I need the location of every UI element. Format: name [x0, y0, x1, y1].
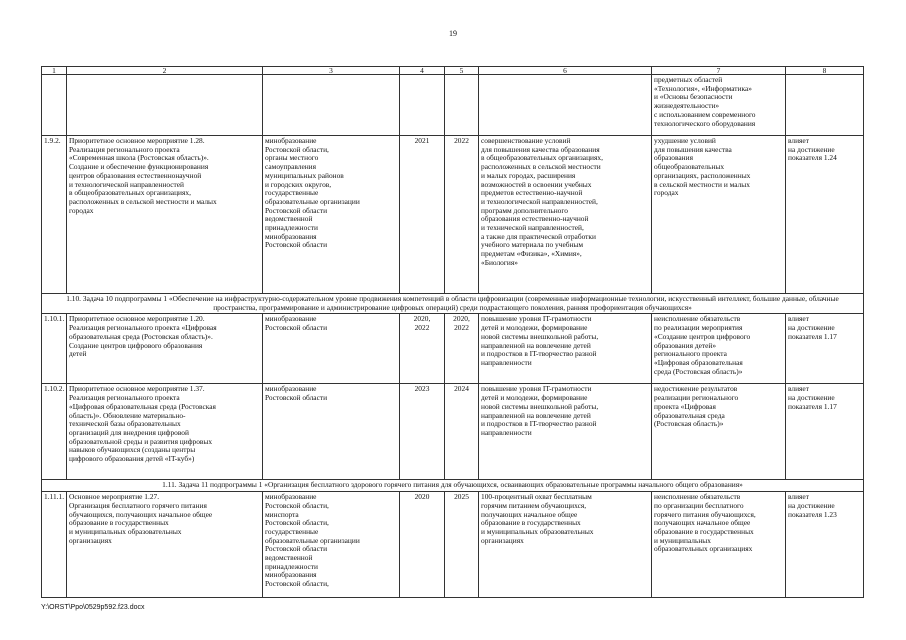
- start-year: 2020, 2022: [400, 314, 445, 384]
- executor: минобразование Ростовской области, органы местного самоуправления муниципальных районов и городских округов, государственные образовательные организации Ростовской области ведомственной принадлежности минобразования Ростовской области: [263, 136, 400, 294]
- document-path: Y:\ORST\Ppo\0529p592.f23.docx: [41, 604, 145, 611]
- task-10-heading: 1.10. Задача 10 подпрограммы 1 «Обеспечение на инфраструктурно-содержательном уровне продвижения компетенций в области цифровизации (современные информационные технологии, искусственный интеллект, большие данные, облачные пространства, программирование и администрирование цифровых операций) среди подрастающего поколения, ранняя профориентация обучающихся»: [42, 294, 864, 314]
- table-row: [42, 492, 864, 598]
- table-cell: [445, 75, 479, 136]
- expected-result: 100-процентный охват бесплатным горячим питанием обучающихся, получающих начальное общее образование в государственных и муниципальных образовательных организациях: [479, 492, 652, 598]
- end-year: 2020, 2022: [445, 314, 479, 384]
- indicator-link: влияет на достижение показателя 1.24: [786, 136, 864, 294]
- measures-table: [41, 66, 864, 598]
- table-cell: [67, 75, 263, 136]
- measure-name: Приоритетное основное мероприятие 1.37. Реализация регионального проекта «Цифровая образовательная среда (Ростовская область)». Обновление материально- технической базы образовательных организаций для внедрения цифровой образовательной среды и развития цифровых навыков обучающихся (созданы центры цифрового образования детей «IT-куб»): [67, 384, 263, 480]
- consequence: неисполнение обязательств по реализации мероприятия «Создание центров цифрового образования детей» регионального проекта «Цифровая образовательная среда (Ростовская область)»: [652, 314, 786, 384]
- table-cell: [400, 75, 445, 136]
- consequence: неисполнение обязательств по организации бесплатного горячего питания обучающихся, получающих начальное общее образование в государственных и муниципальных образовательных организациях: [652, 492, 786, 598]
- continuation-row: [42, 75, 864, 136]
- column-header: 2: [67, 67, 263, 75]
- indicator-link: влияет на достижение показателя 1.17: [786, 384, 864, 480]
- column-header: 7: [652, 67, 786, 75]
- measure-name: Приоритетное основное мероприятие 1.28. Реализация регионального проекта «Современная школа (Ростовская область)». Создание и обеспечение функционирования центров образования естественнонаучной и технологической направленностей в общеобразовательных организациях, расположенных в сельской местности и малых городах: [67, 136, 263, 294]
- row-number: 1.10.1.: [42, 314, 67, 384]
- table-cell: [786, 75, 864, 136]
- expected-result: повышение уровня IT-грамотности детей и молодежи, формирование новой системы внешкольной работы, направленной на вовлечение детей и подростков в IT-творчество разной направленности: [479, 384, 652, 480]
- consequence: недостижение результатов реализации регионального проекта «Цифровая образовательная среда (Ростовская область)»: [652, 384, 786, 480]
- indicator-link: влияет на достижение показателя 1.17: [786, 314, 864, 384]
- end-year: 2024: [445, 384, 479, 480]
- consequence: ухудшение условий для повышения качества образования общеобразовательных организациях, расположенных в сельской местности и малых городах: [652, 136, 786, 294]
- start-year: 2021: [400, 136, 445, 294]
- table-cell: [42, 75, 67, 136]
- indicator-link: влияет на достижение показателя 1.23: [786, 492, 864, 598]
- column-header: 1: [42, 67, 67, 75]
- column-header: 5: [445, 67, 479, 75]
- end-year: 2022: [445, 136, 479, 294]
- row-number: 1.10.2.: [42, 384, 67, 480]
- end-year: 2025: [445, 492, 479, 598]
- row-number: 1.11.1.: [42, 492, 67, 598]
- column-header-row: [42, 67, 864, 75]
- column-header: 6: [479, 67, 652, 75]
- measure-name: Основное мероприятие 1.27. Организация бесплатного горячего питания обучающихся, получающих начальное общее образование в государственных и муниципальных образовательных организациях: [67, 492, 263, 598]
- table-row: [42, 384, 864, 480]
- expected-result: совершенствование условий для повышения качества образования в общеобразовательных организациях, расположенных в сельской местности и малых городах, расширения возможностей в освоении учебных предметов естественно-научной и технологической направленностей, программ дополнительного образования естественно-научной и технической направленностей, а также для практической отработки учебного материала по учебным предметам «Физика», «Химия», «Биология»: [479, 136, 652, 294]
- table-row: [42, 136, 864, 294]
- column-header: 8: [786, 67, 864, 75]
- page-number: 19: [449, 29, 457, 38]
- start-year: 2023: [400, 384, 445, 480]
- measure-name: Приоритетное основное мероприятие 1.20. Реализация регионального проекта «Цифровая образовательная среда (Ростовская область)». Создание центров цифрового образования детей: [67, 314, 263, 384]
- column-header: 4: [400, 67, 445, 75]
- table-row: [42, 314, 864, 384]
- task-row: [42, 480, 864, 492]
- task-row: [42, 294, 864, 314]
- task-11-heading: 1.11. Задача 11 подпрограммы 1 «Организация бесплатного здорового горячего питания для обучающихся, осваивающих образовательные программы начального общего образования»: [42, 480, 864, 492]
- executor: минобразование Ростовской области, минспорта Ростовской области, государственные образовательные организации Ростовской области ведомственной принадлежности минобразования Ростовской области,: [263, 492, 400, 598]
- start-year: 2020: [400, 492, 445, 598]
- table-cell: [479, 75, 652, 136]
- table-cell: предметных областей «Технология», «Информатика» и «Основы безопасности жизнедеятельности» с использованием современного технологического оборудования: [652, 75, 786, 136]
- column-header: 3: [263, 67, 400, 75]
- table-cell: [263, 75, 400, 136]
- executor: минобразование Ростовской области: [263, 314, 400, 384]
- expected-result: повышение уровня IT-грамотности детей и молодежи, формирование новой системы внешкольной работы, направленной на вовлечение детей и подростков в IT-творчество разной направленности: [479, 314, 652, 384]
- row-number: 1.9.2.: [42, 136, 67, 294]
- executor: минобразование Ростовской области: [263, 384, 400, 480]
